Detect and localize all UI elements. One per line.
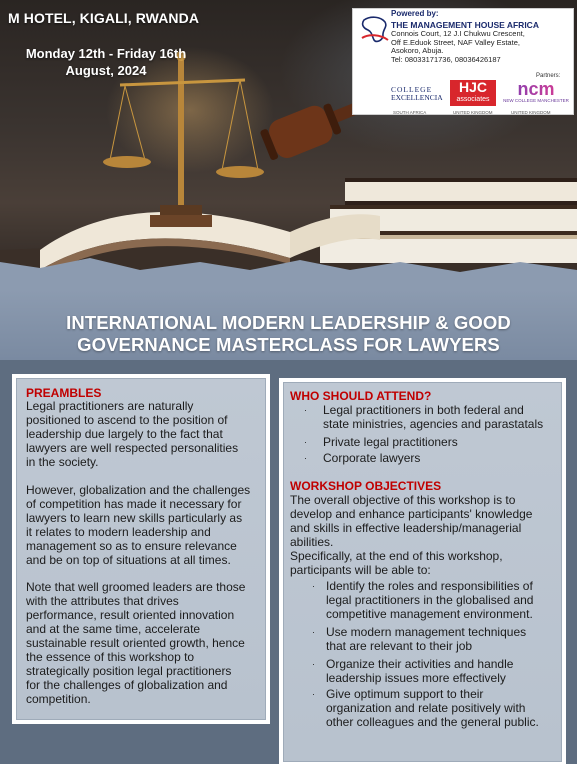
preambles-heading: PREAMBLES [26, 386, 102, 400]
ncm-logo: ncm NEW COLLEGE MANCHESTER [503, 79, 569, 103]
preambles-panel [12, 374, 270, 724]
attend-item: Corporate lawyers [323, 451, 421, 465]
attendance-objectives-panel [279, 378, 566, 764]
africa-map-icon [358, 14, 390, 44]
event-dates: Monday 12th - Friday 16th August, 2024 [25, 46, 187, 78]
who-should-attend-heading: WHO SHOULD ATTEND? [290, 389, 432, 403]
college-excellencia-logo: COLLEGE EXCELLENCIA [391, 85, 443, 102]
workshop-objectives-heading: WORKSHOP OBJECTIVES [290, 479, 442, 493]
bullet-icon: · [304, 437, 307, 447]
objective-item: Give optimum support to their organization and relate positively with other colleagues and the general public. [326, 687, 539, 729]
partner-caption: UNITED KINGDOM [453, 110, 493, 115]
preambles-paragraph-2: However, globalization and the challenges of competition has made it necessary for lawyers to learn new skills particularly as it relates to modern leadership and management so as to ensure relevance and be on top of situations at all times. [26, 483, 251, 567]
sponsor-box [352, 8, 574, 115]
hero-image [0, 0, 577, 290]
page-title-line-1: INTERNATIONAL MODERN LEADERSHIP & GOOD [66, 312, 511, 333]
bullet-icon: · [304, 405, 307, 415]
bullet-icon: · [312, 689, 315, 699]
bullet-icon: · [312, 627, 315, 637]
powered-by-label: Powered by: [391, 9, 439, 18]
attend-item: Legal practitioners in both federal and state ministries, agencies and parastatals [323, 403, 544, 431]
preambles-paragraph-3: Note that well groomed leaders are those with the attributes that drives performance, result oriented innovation and at the same time, accelerate sustainable result oriented growth, hence the essence of this workshop to strategically position legal practitioners for the challenges of globalization and competition. [26, 580, 246, 706]
attend-item: Private legal practitioners [323, 435, 458, 449]
hjc-associates-logo: HJC associates [450, 80, 496, 106]
bullet-icon: · [312, 659, 315, 669]
preambles-paragraph-1: Legal practitioners are naturally positioned to ascend to the position of leadership due largely to the fact that lawyers are well respected personalities in the society. [26, 399, 239, 469]
bullet-icon: · [304, 453, 307, 463]
objective-item: Identify the roles and responsibilities of legal practitioners in the globalised and competitive management environment. [326, 579, 534, 621]
partner-caption: UNITED KINGDOM [511, 110, 551, 115]
objectives-specifically: Specifically, at the end of this workshop, participants will be able to: [290, 549, 503, 577]
content-area [0, 360, 577, 764]
organizer-name: THE MANAGEMENT HOUSE AFRICA [391, 20, 539, 30]
objective-item: Organize their activities and handle leadership issues more effectively [326, 657, 514, 685]
event-location: M HOTEL, KIGALI, RWANDA [8, 10, 200, 26]
bullet-icon: · [312, 581, 315, 591]
organizer-address: Connois Court, 12 J.I Chukwu Crescent, Off E.Eduok Street, NAF Valley Estate, Asokoro, Abuja. Tel: 08033171736, 08036426187 [391, 29, 525, 64]
objective-item: Use modern management techniques that are relevant to their job [326, 625, 527, 653]
objectives-intro: The overall objective of this workshop is to develop and enhance participants' knowledge and skills in effective leadership/managerial abilities. [290, 493, 533, 549]
partners-label: Partners: [536, 73, 561, 79]
partner-caption: SOUTH AFRICA [393, 110, 427, 115]
page-title-line-2: GOVERNANCE MASTERCLASS FOR LAWYERS [77, 334, 500, 355]
title-banner [0, 290, 577, 360]
